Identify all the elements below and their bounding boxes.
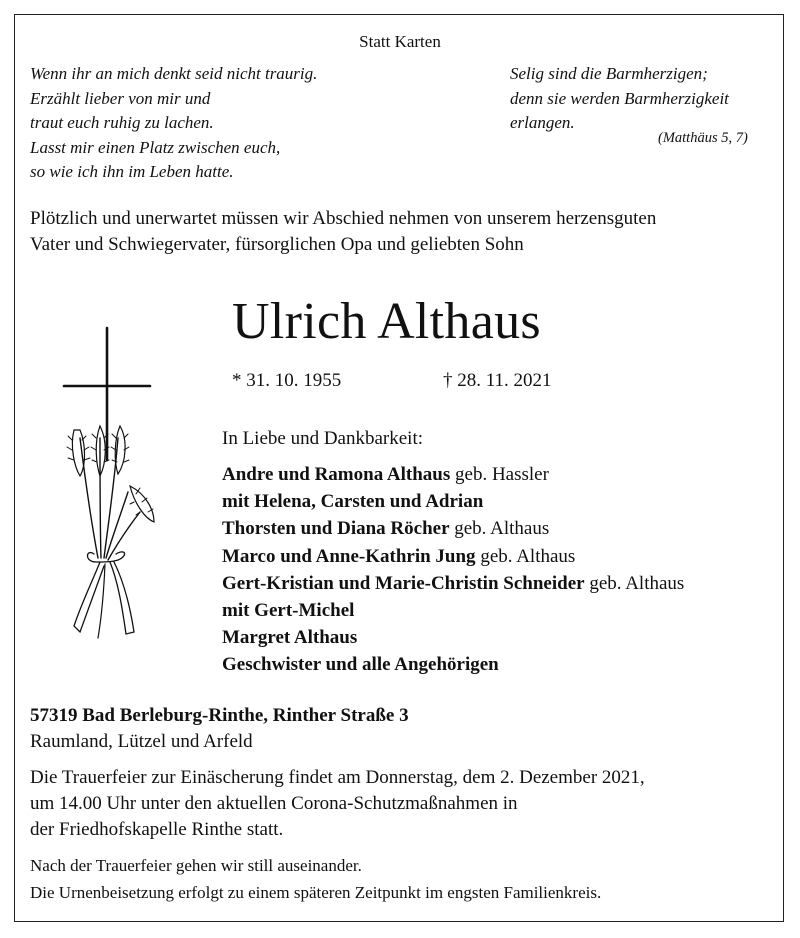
mourner-names: Andre und Ramona Althaus [222,464,451,485]
deceased-name: Ulrich Althaus [232,293,541,350]
poem-left-line: traut euch ruhig zu lachen. [30,113,214,132]
ceremony-line: um 14.00 Uhr unter den aktuellen Corona-Schutzmaßnahmen in [30,793,518,814]
mourner-line [222,651,684,678]
address-places: Raumland, Lützel und Arfeld [30,731,253,752]
poem-right-line: Selig sind die Barmherzigen; [510,64,708,83]
poem-left-line: Lasst mir einen Platz zwischen euch, [30,137,281,157]
intro-text [30,206,656,258]
poem-left [30,62,317,185]
mourner-line [222,570,684,597]
mourner-names: mit Helena, Carsten und Adrian [222,491,484,513]
ceremony-line: der Friedhofskapelle Rinthe statt. [30,819,284,840]
mourner-names: Thorsten und Diana Röcher [222,518,450,540]
mourner-suffix: geb. Althaus [475,545,576,567]
mourners-list [222,461,684,679]
mourner-names: Margret Althaus [222,627,358,649]
poem-right-line: denn sie werden Barmherzigkeit [510,88,729,108]
note-line: Die Urnenbeisetzung erfolgt zu einem späteren Zeitpunkt im engsten Familienkreis. [30,883,602,902]
poem-left-line: Erzählt lieber von mir und [30,88,211,108]
poem-left-line: so wie ich ihn im Leben hatte. [30,162,234,181]
intro-line: Vater und Schwiegervater, fürsorglichen Opa und geliebten Sohn [30,234,524,255]
mourner-line [222,488,684,515]
mourner-line [222,543,684,570]
mourner-line [222,624,684,651]
mourner-line [222,461,684,488]
poem-left-line: Wenn ihr an mich denkt seid nicht traurig. [30,64,318,83]
mourner-suffix: geb. Althaus [584,572,685,594]
note-line: Nach der Trauerfeier gehen wir still auseinander. [30,856,362,875]
address-block [30,703,409,755]
mourner-line [222,515,684,542]
address-street: 57319 Bad Berleburg-Rinthe, Rinther Straße 3 [30,705,409,726]
mourner-names: Marco und Anne-Kathrin Jung [222,545,476,567]
intro-line: Plötzlich und unerwartet müssen wir Abschied nehmen von unserem herzensguten [30,208,657,229]
birth-date: * 31. 10. 1955 [232,370,342,391]
mourner-suffix: geb. Hassler [450,464,549,485]
header-statt-karten: Statt Karten [359,32,441,51]
mourner-names: Geschwister und alle Angehörigen [222,654,499,676]
poem-right [510,62,748,146]
death-date: † 28. 11. 2021 [443,370,552,391]
mourner-line [222,597,684,624]
closing-notes [30,852,601,906]
poem-right-line: erlangen. [510,113,575,132]
mourner-names: mit Gert-Michel [222,600,355,622]
cross-with-wheat-icon [56,326,166,646]
ceremony-info [30,765,645,843]
dedication: In Liebe und Dankbarkeit: [222,428,424,449]
ceremony-line: Die Trauerfeier zur Einäscherung findet am Donnerstag, dem 2. Dezember 2021, [30,767,645,788]
mourner-names: Gert-Kristian und Marie-Christin Schneider [222,572,585,594]
mourner-suffix: geb. Althaus [449,518,550,540]
bible-reference: (Matthäus 5, 7) [658,130,748,146]
